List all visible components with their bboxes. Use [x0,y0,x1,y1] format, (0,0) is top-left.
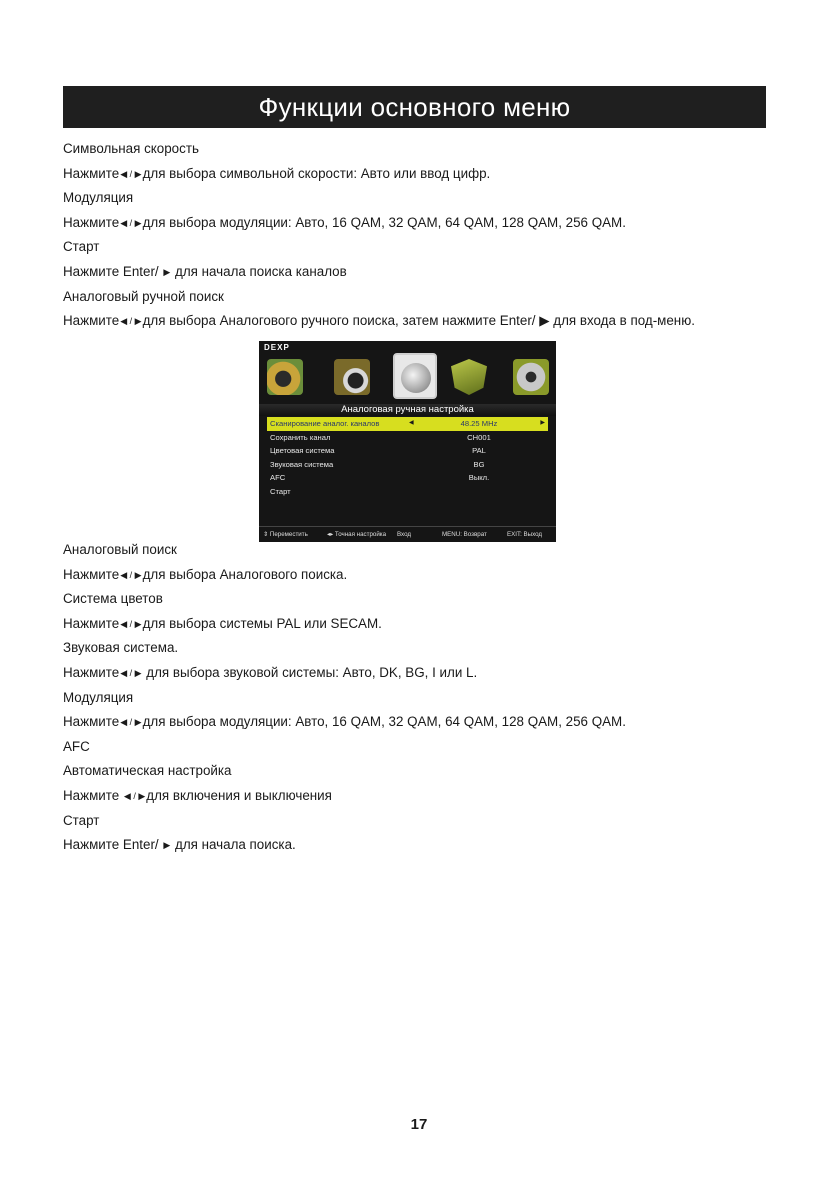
menu-row[interactable] [259,431,556,445]
menu-row-value: PAL [472,446,486,455]
sound-icon [334,359,370,395]
picture-icon [267,359,303,395]
instruction-line [63,211,783,236]
instruction-prefix: Нажмите Enter/ [63,837,163,853]
instruction-line [63,833,783,858]
instruction-line [63,260,783,285]
instruction-prefix: Нажмите Enter/ [63,263,163,279]
instruction-text: для начала поиска. [171,837,296,853]
instruction-prefix: Нажмите [63,714,120,730]
footer-fine: ◂▸ Точная настройка [327,531,387,538]
text-line: Аналоговый поиск [63,542,177,557]
instruction-prefix: Нажмите [63,214,120,230]
instruction-prefix: Нажмите [63,787,123,803]
menu-row-value: Выкл. [468,473,490,482]
instruction-line [63,784,783,809]
arrow-keys-icon: ▶ [163,840,171,851]
text-line: Система цветов [63,591,163,607]
section-bottom-text [63,538,783,858]
footer-exit: EXIT: Выход [507,531,543,538]
instruction-text: для выбора модуляции: Авто, 16 QAM, 32 QAM, 64 QAM, 128 QAM, 256 QAM. [142,714,626,730]
arrow-keys-icon: ▶ [163,266,171,277]
instruction-text: для выбора звуковой системы: Авто, DK, BG, I или L. [142,664,478,680]
instruction-text: для выбора Аналогового поиска. [142,566,348,582]
menu-row-value: 48.25 MHz [460,419,498,428]
page-title: Функции основного меню [63,86,766,128]
instruction-line [63,162,783,187]
instruction-line [63,710,783,735]
arrow-keys-icon: ◀ / ▶ [120,667,142,678]
instruction-line [63,612,783,637]
menu-row-label: Звуковая система [270,459,334,469]
instruction-line [63,309,783,334]
menu-row[interactable] [267,417,548,431]
menu-row[interactable] [259,471,556,485]
instruction-prefix: Нажмите [63,615,120,631]
instruction-text: для выбора системы PAL или SECAM. [142,615,382,631]
menu-row-label: Сохранить канал [270,432,331,442]
footer-move: ⇕ Переместить [263,531,308,538]
menu-row-label: AFC [270,473,286,482]
text-line: Звуковая система. [63,640,179,656]
menu-title: Аналоговая ручная настройка [259,404,556,416]
left-arrow-icon: ◀ [409,420,414,426]
instruction-prefix: Нажмите [63,165,120,181]
instruction-text: для начала поиска каналов [171,263,347,279]
instruction-text: для выбора символьной скорости: Авто или ввод цифр. [142,165,491,181]
footer-enter: Вход [397,531,411,538]
text-line: AFC [63,738,90,754]
menu-row-value: CH001 [467,432,491,442]
arrow-keys-icon: ◀ / ▶ [120,217,142,228]
lock-icon [451,359,487,395]
setup-icon [513,359,549,395]
instruction-text: для выбора модуляции: Авто, 16 QAM, 32 QAM, 64 QAM, 128 QAM, 256 QAM. [142,214,626,230]
menu-row[interactable] [259,444,556,458]
page-number: 17 [410,1116,428,1133]
right-arrow-icon: ▶ [540,420,545,426]
text-line: Аналоговый ручной поиск [63,288,224,304]
menu-row-label: Сканирование аналог. каналов [270,419,380,428]
menu-rows [259,417,556,498]
instruction-prefix: Нажмите [63,664,120,680]
instruction-text: для выбора Аналогового ручного поиска, затем нажмите Enter/ ▶ для входа в под-меню. [142,313,695,329]
tv-menu-screenshot [259,341,556,542]
instruction-prefix: Нажмите [63,566,120,582]
channel-icon [393,353,437,399]
instruction-prefix: Нажмите [63,313,120,329]
text-line: Автоматическая настройка [63,763,232,779]
arrow-keys-icon: ◀ / ▶ [120,168,142,179]
brand-logo: DEXP [264,343,290,352]
instruction-line [63,563,783,588]
instruction-text: для включения и выключения [146,787,332,803]
menu-row[interactable] [259,458,556,472]
arrow-keys-icon: ◀ / ▶ [120,618,142,629]
menu-icon-bar [263,351,552,406]
menu-row-label: Цветовая система [270,446,335,455]
section-top-text [63,137,783,334]
arrow-keys-icon: ◀ / ▶ [120,717,142,728]
text-line: Модуляция [63,190,134,206]
menu-row-value: BG [473,459,485,469]
text-line: Символьная скорость [63,141,199,156]
instruction-line [63,661,783,686]
text-line: Модуляция [63,689,134,705]
text-line: Старт [63,239,100,255]
arrow-keys-icon: ◀ / ▶ [120,316,142,327]
menu-row-label: Старт [270,486,291,496]
arrow-keys-icon: ◀ / ▶ [120,569,142,580]
footer-menu: MENU: Возврат [442,531,487,538]
arrow-keys-icon: ◀ / ▶ [123,790,146,801]
menu-row[interactable] [259,485,556,499]
text-line: Старт [63,812,100,828]
